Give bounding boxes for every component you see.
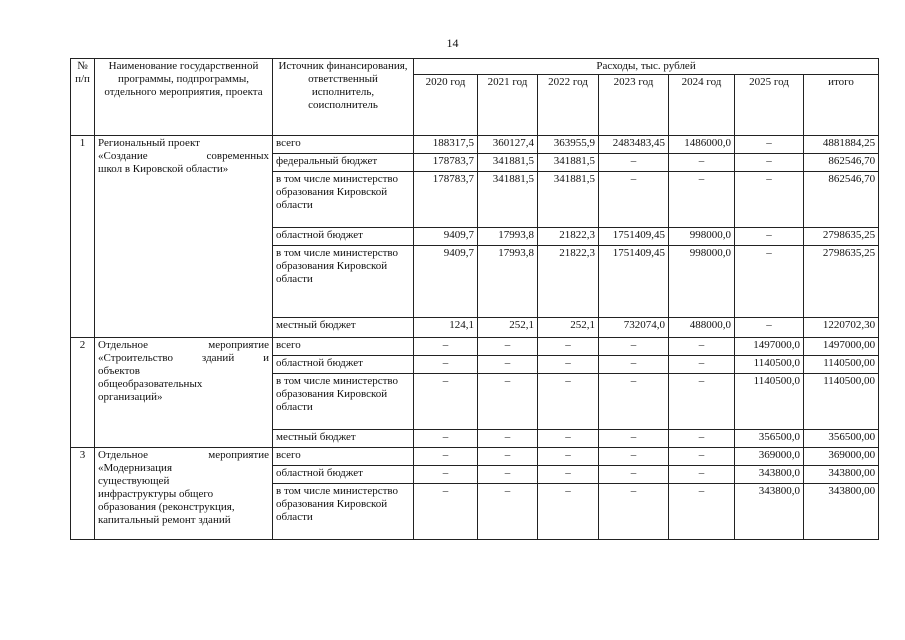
total-value: 1140500,00 <box>804 356 879 374</box>
funding-source: в том числе министерство образования Кировской области <box>273 246 414 318</box>
year-value: – <box>538 356 599 374</box>
total-value: 862546,70 <box>804 172 879 228</box>
year-value: – <box>478 466 538 484</box>
year-value: 1486000,0 <box>669 136 735 154</box>
year-value: – <box>538 466 599 484</box>
program-name-line: школ в Кировской области» <box>98 163 229 175</box>
year-value: – <box>414 356 478 374</box>
program-name-line: Региональный проект <box>98 137 200 149</box>
year-value: – <box>669 484 735 540</box>
year-value: – <box>414 484 478 540</box>
year-value: – <box>669 338 735 356</box>
funding-source: в том числе министерство образования Кировской области <box>273 172 414 228</box>
year-value: 9409,7 <box>414 228 478 246</box>
program-name <box>95 338 273 448</box>
year-value: – <box>669 448 735 466</box>
year-value: 360127,4 <box>478 136 538 154</box>
year-value: 363955,9 <box>538 136 599 154</box>
year-value: 252,1 <box>538 318 599 338</box>
page-number: 14 <box>446 36 459 50</box>
year-value: – <box>599 466 669 484</box>
program-name-line: общеобразовательных <box>98 378 203 390</box>
year-value: – <box>414 374 478 430</box>
row-number: 2 <box>71 338 95 448</box>
header-year: 2022 год <box>538 75 599 136</box>
year-value: 356500,0 <box>735 430 804 448</box>
year-value: – <box>599 356 669 374</box>
year-value: – <box>599 484 669 540</box>
program-name-line: существующей <box>98 475 170 487</box>
table-row <box>71 136 879 154</box>
year-value: 21822,3 <box>538 228 599 246</box>
funding-source: областной бюджет <box>273 466 414 484</box>
year-value: – <box>478 374 538 430</box>
year-value: – <box>669 430 735 448</box>
year-value: 252,1 <box>478 318 538 338</box>
funding-source: всего <box>273 338 414 356</box>
program-name-line: объектов <box>98 365 140 377</box>
program-name-line: организаций» <box>98 391 163 403</box>
total-value: 862546,70 <box>804 154 879 172</box>
table-body <box>71 136 879 540</box>
year-value: 1751409,45 <box>599 246 669 318</box>
year-value: 1140500,0 <box>735 374 804 430</box>
year-value: 17993,8 <box>478 246 538 318</box>
row-number: 1 <box>71 136 95 338</box>
year-value: – <box>414 448 478 466</box>
year-value: 488000,0 <box>669 318 735 338</box>
year-value: – <box>478 484 538 540</box>
program-name-line: Отдельное мероприятие <box>98 339 269 351</box>
year-value: 343800,0 <box>735 466 804 484</box>
funding-source: областной бюджет <box>273 228 414 246</box>
year-value: – <box>735 228 804 246</box>
header-year: 2021 год <box>478 75 538 136</box>
year-value: – <box>538 484 599 540</box>
program-name-line: Отдельное мероприятие <box>98 449 269 461</box>
year-value: – <box>735 172 804 228</box>
year-value: – <box>414 338 478 356</box>
header-source: Источник финансирования, ответственный исполнитель, соисполнитель <box>273 59 414 136</box>
program-name-line: инфраструктуры общего <box>98 488 214 500</box>
header-year: 2023 год <box>599 75 669 136</box>
year-value: – <box>735 318 804 338</box>
year-value: 341881,5 <box>478 172 538 228</box>
year-value: – <box>538 374 599 430</box>
year-value: 998000,0 <box>669 246 735 318</box>
year-value: – <box>538 430 599 448</box>
header-num: № п/п <box>71 59 95 136</box>
funding-source: в том числе министерство образования Кировской области <box>273 484 414 540</box>
year-value: – <box>414 466 478 484</box>
year-value: – <box>538 338 599 356</box>
year-value: – <box>599 374 669 430</box>
year-value: – <box>599 338 669 356</box>
year-value: – <box>735 246 804 318</box>
year-value: – <box>478 338 538 356</box>
year-value: – <box>669 172 735 228</box>
year-value: 998000,0 <box>669 228 735 246</box>
year-value: – <box>669 356 735 374</box>
total-value: 2798635,25 <box>804 228 879 246</box>
year-value: – <box>599 172 669 228</box>
year-value: 341881,5 <box>538 172 599 228</box>
table-row <box>71 338 879 356</box>
year-value: – <box>599 154 669 172</box>
year-value: – <box>478 356 538 374</box>
funding-source: всего <box>273 448 414 466</box>
program-name-line: «Строительство зданий и <box>98 352 269 364</box>
year-value: – <box>599 448 669 466</box>
year-value: – <box>478 430 538 448</box>
year-value: – <box>599 430 669 448</box>
program-name <box>95 448 273 540</box>
total-value: 1140500,00 <box>804 374 879 430</box>
year-value: 341881,5 <box>478 154 538 172</box>
year-value: – <box>538 448 599 466</box>
header-year: 2025 год <box>735 75 804 136</box>
table-row <box>71 448 879 466</box>
year-value: – <box>478 448 538 466</box>
program-name <box>95 136 273 338</box>
year-value: 1140500,0 <box>735 356 804 374</box>
total-value: 343800,00 <box>804 484 879 540</box>
funding-source: местный бюджет <box>273 430 414 448</box>
year-value: 9409,7 <box>414 246 478 318</box>
year-value: – <box>735 136 804 154</box>
year-value: 341881,5 <box>538 154 599 172</box>
year-value: 124,1 <box>414 318 478 338</box>
header-year: 2024 год <box>669 75 735 136</box>
program-name-line: «Модернизация <box>98 462 173 474</box>
funding-source: местный бюджет <box>273 318 414 338</box>
funding-source: в том числе министерство образования Кировской области <box>273 374 414 430</box>
year-value: 343800,0 <box>735 484 804 540</box>
header-year: 2020 год <box>414 75 478 136</box>
funding-source: всего <box>273 136 414 154</box>
row-number: 3 <box>71 448 95 540</box>
total-value: 4881884,25 <box>804 136 879 154</box>
year-value: – <box>735 154 804 172</box>
program-name-line: капитальный ремонт зданий <box>98 514 231 526</box>
budget-table <box>70 58 879 540</box>
year-value: 1497000,0 <box>735 338 804 356</box>
year-value: 17993,8 <box>478 228 538 246</box>
year-value: 178783,7 <box>414 154 478 172</box>
year-value: 369000,0 <box>735 448 804 466</box>
year-value: 21822,3 <box>538 246 599 318</box>
year-value: 178783,7 <box>414 172 478 228</box>
total-value: 1220702,30 <box>804 318 879 338</box>
year-value: – <box>669 374 735 430</box>
year-value: 1751409,45 <box>599 228 669 246</box>
header-expenses: Расходы, тыс. рублей <box>414 59 879 75</box>
header-name: Наименование государственной программы, подпрограммы, отдельного мероприятия, проекта <box>95 59 273 136</box>
year-value: 188317,5 <box>414 136 478 154</box>
total-value: 2798635,25 <box>804 246 879 318</box>
program-name-line: «Создание современных <box>98 150 269 162</box>
year-value: – <box>669 466 735 484</box>
total-value: 369000,00 <box>804 448 879 466</box>
total-value: 343800,00 <box>804 466 879 484</box>
funding-source: областной бюджет <box>273 356 414 374</box>
total-value: 356500,00 <box>804 430 879 448</box>
header-total: итого <box>804 75 879 136</box>
program-name-line: образования (реконструкция, <box>98 501 235 513</box>
year-value: – <box>414 430 478 448</box>
year-value: – <box>669 154 735 172</box>
year-value: 2483483,45 <box>599 136 669 154</box>
year-value: 732074,0 <box>599 318 669 338</box>
total-value: 1497000,00 <box>804 338 879 356</box>
funding-source: федеральный бюджет <box>273 154 414 172</box>
